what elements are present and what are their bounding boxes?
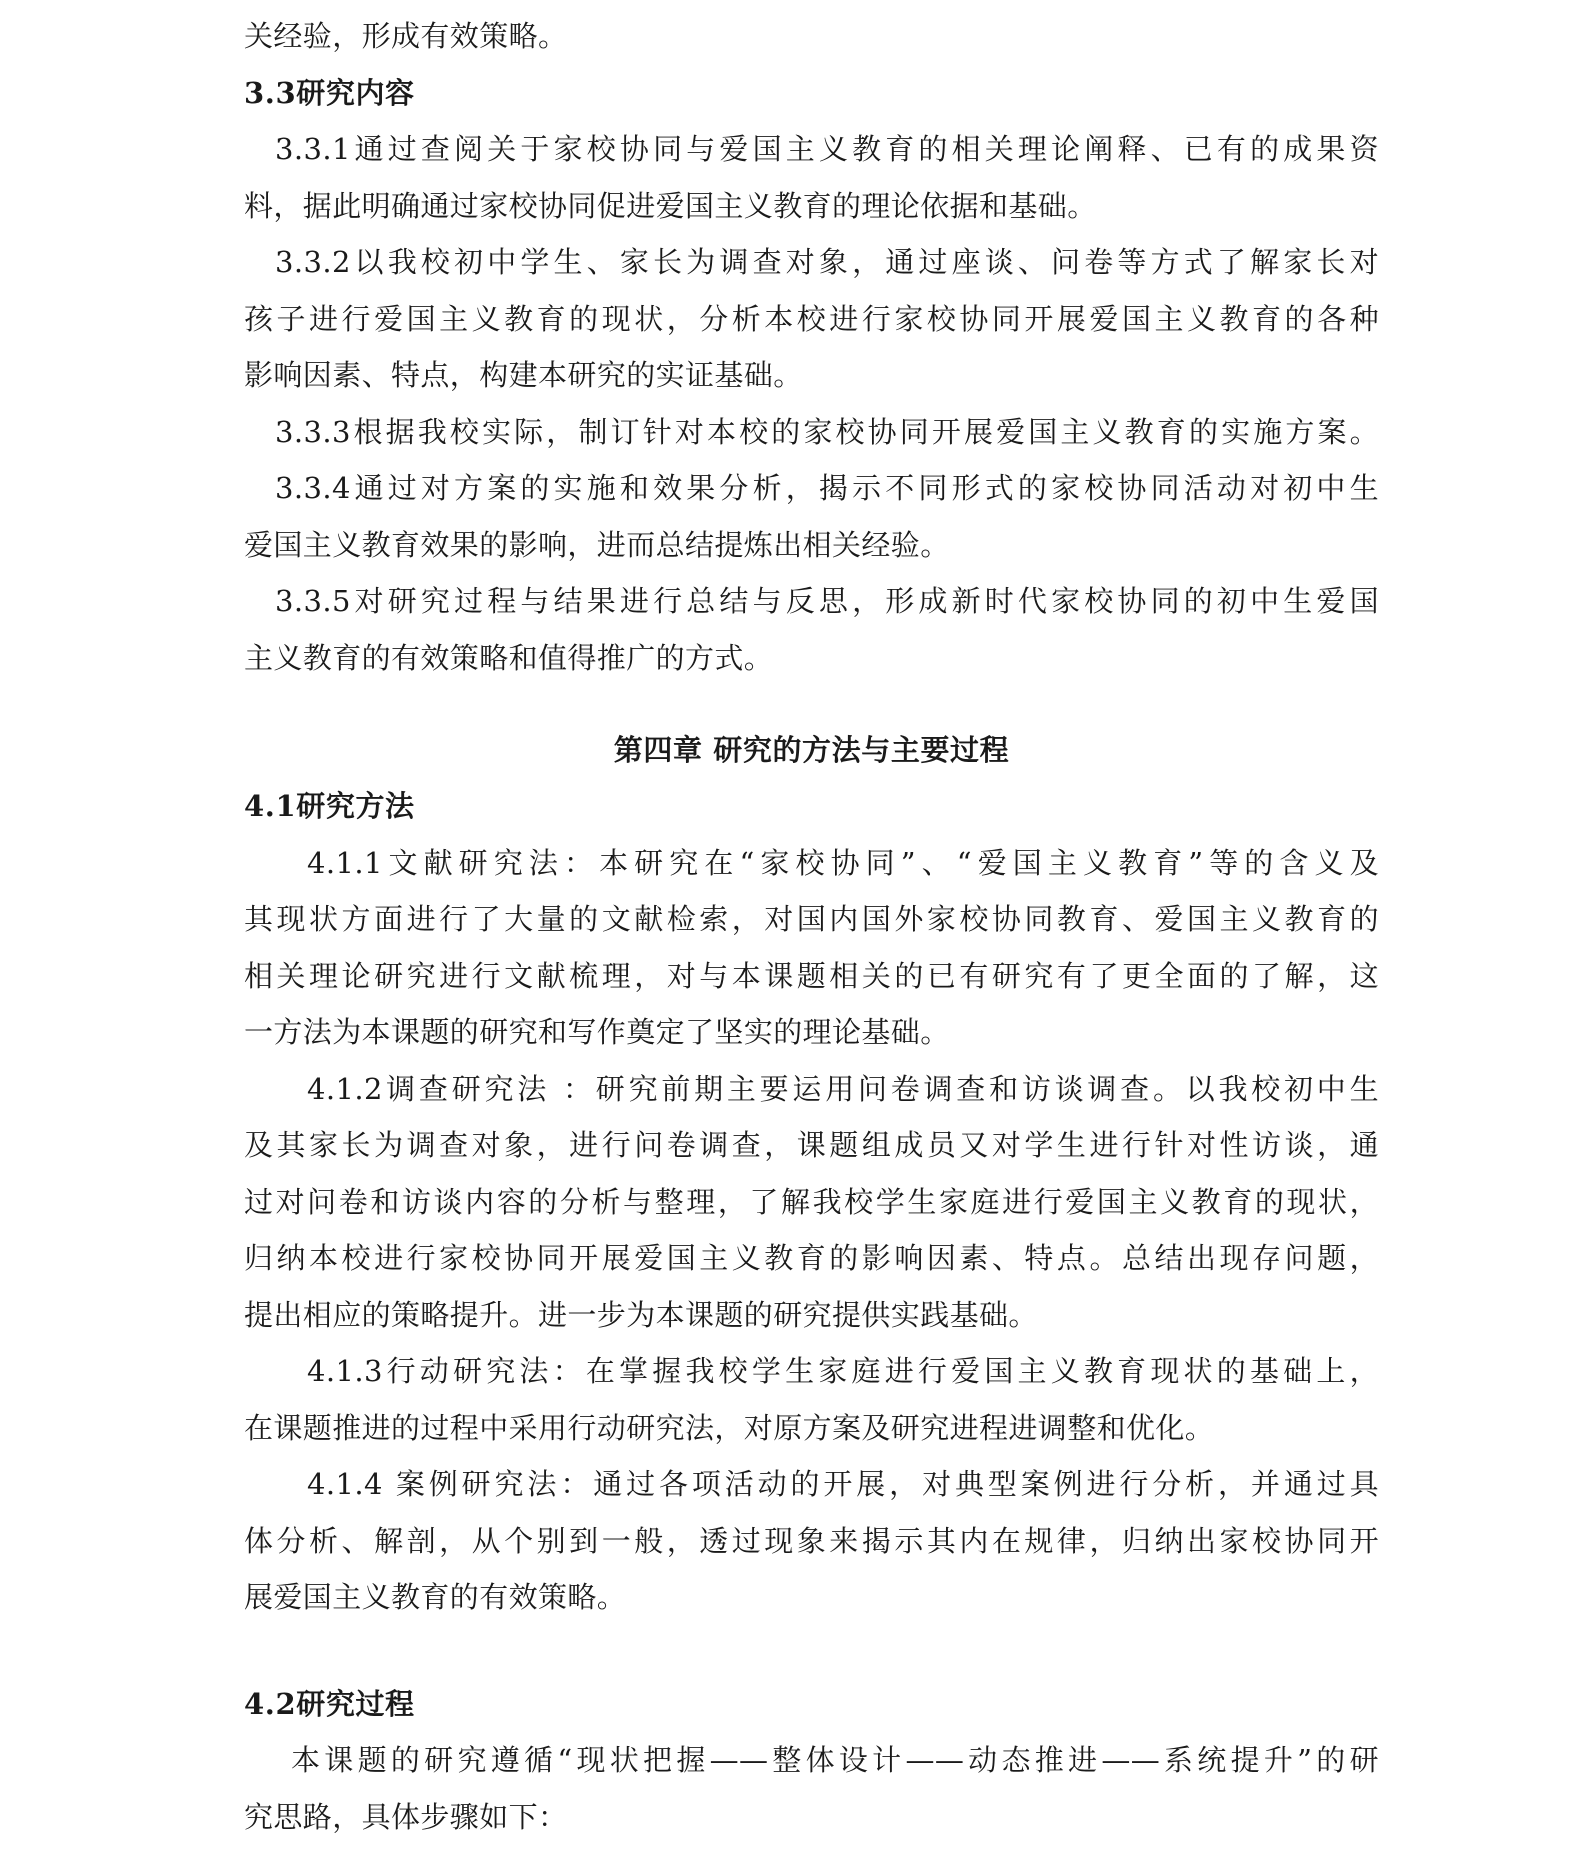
document-page [244, 8, 1379, 1845]
section-heading-4-1: 4.1研究方法 [244, 789, 415, 823]
paragraph-line: 料，据此明确通过家校协同促进爱国主义教育的理论依据和基础。 [244, 188, 1097, 223]
spacer [244, 686, 1379, 710]
paragraph-line: 3.3.1通过查阅关于家校协同与爱国主义教育的相关理论阐释、已有的成果资 [275, 132, 1379, 166]
paragraph-line: 归纳本校进行家校协同开展爱国主义教育的影响因素、特点。总结出现存问题， [244, 1241, 1379, 1275]
paragraph-line: 相关理论研究进行文献梳理，对与本课题相关的已有研究有了更全面的了解，这 [244, 958, 1379, 993]
paragraph-line: 3.3.3根据我校实际，制订针对本校的家校协同开展爱国主义教育的实施方案。 [275, 414, 1379, 449]
paragraph-line: 影响因素、特点，构建本研究的实证基础。 [244, 358, 803, 392]
paragraph-line: 提出相应的策略提升。进一步为本课题的研究提供实践基础。 [244, 1297, 1038, 1332]
paragraph-line: 4.1.2调查研究法 ：研究前期主要运用问卷调查和访谈调查。以我校初中生 [307, 1071, 1379, 1106]
paragraph-line: 4.1.3行动研究法：在掌握我校学生家庭进行爱国主义教育现状的基础上， [307, 1354, 1379, 1388]
paragraph-line: 孩子进行爱国主义教育的现状，分析本校进行家校协同开展爱国主义教育的各种 [244, 301, 1379, 336]
paragraph-line: 4.1.1文献研究法：本研究在“家校协同”、“爱国主义教育”等的含义及 [307, 845, 1379, 880]
paragraph-line: 究思路，具体步骤如下： [244, 1799, 568, 1834]
paragraph-line: 爱国主义教育效果的影响，进而总结提炼出相关经验。 [244, 527, 950, 562]
chapter-title: 第四章 研究的方法与主要过程 [613, 733, 1010, 767]
section-heading-3-3: 3.3研究内容 [244, 75, 415, 110]
paragraph-line: 一方法为本课题的研究和写作奠定了坚实的理论基础。 [244, 1015, 950, 1049]
paragraph-line: 本课题的研究遵循“现状把握——整体设计——动态推进——系统提升”的研 [291, 1743, 1379, 1777]
paragraph-line: 在课题推进的过程中采用行动研究法，对原方案及研究进程进调整和优化。 [244, 1410, 1215, 1445]
paragraph-line: 3.3.5对研究过程与结果进行总结与反思，形成新时代家校协同的初中生爱国 [275, 584, 1379, 618]
paragraph-line: 过对问卷和访谈内容的分析与整理，了解我校学生家庭进行爱国主义教育的现状， [244, 1184, 1379, 1219]
paragraph-line: 及其家长为调查对象，进行问卷调查，课题组成员又对学生进行针对性访谈，通 [244, 1128, 1379, 1162]
spacer [244, 1626, 1379, 1676]
paragraph-line: 其现状方面进行了大量的文献检索，对国内国外家校协同教育、爱国主义教育的 [244, 902, 1379, 936]
paragraph-line: 3.3.2以我校初中学生、家长为调查对象，通过座谈、问卷等方式了解家长对 [275, 245, 1379, 279]
paragraph-line: 3.3.4通过对方案的实施和效果分析，揭示不同形式的家校协同活动对初中生 [275, 471, 1379, 505]
paragraph-line: 体分析、解剖，从个别到一般，透过现象来揭示其内在规律，归纳出家校协同开 [244, 1523, 1379, 1558]
paragraph-line: 主义教育的有效策略和值得推广的方式。 [244, 640, 774, 675]
paragraph-line: 关经验，形成有效策略。 [244, 19, 568, 53]
paragraph-line: 展爱国主义教育的有效策略。 [244, 1580, 627, 1614]
paragraph-line: 4.1.4 案例研究法：通过各项活动的开展，对典型案例进行分析，并通过具 [307, 1467, 1379, 1501]
section-heading-4-2: 4.2研究过程 [244, 1686, 415, 1721]
